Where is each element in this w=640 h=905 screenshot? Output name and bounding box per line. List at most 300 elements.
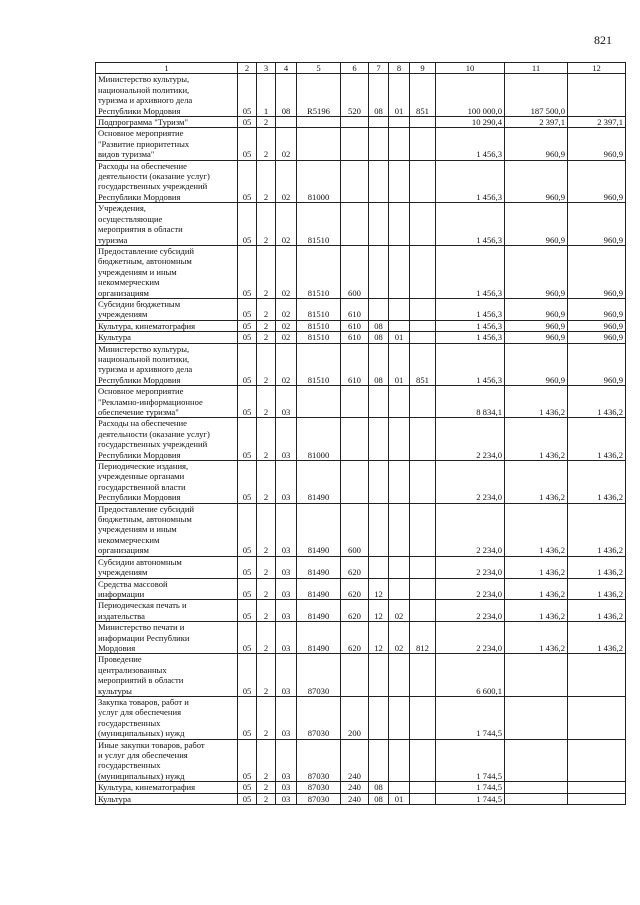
cell-col11: 1 436,2 [505, 622, 568, 654]
row-name-line: Иные закупки товаров, работ [98, 739, 205, 750]
cell-col12: 2 397,1 [568, 117, 626, 128]
row-name-line: "Развитие приоритетных [98, 138, 190, 149]
cell-col5: 81490 [297, 461, 341, 504]
cell-col5: 87030 [297, 782, 341, 793]
cell-col9 [410, 386, 436, 418]
row-name-line: учреждениям и иным [98, 266, 177, 277]
cell-col7 [369, 739, 389, 782]
cell-col8: 02 [389, 600, 410, 622]
table-row [96, 418, 626, 461]
cell-col2: 05 [238, 203, 257, 246]
table-row [96, 782, 626, 793]
cell-col3: 2 [257, 320, 276, 331]
cell-col9 [410, 578, 436, 600]
cell-col2: 05 [238, 320, 257, 331]
cell-col5: 81510 [297, 203, 341, 246]
cell-col12: 1 436,2 [568, 556, 626, 578]
cell-col6: 610 [341, 332, 369, 343]
cell-col3: 2 [257, 203, 276, 246]
row-name-line: учрежденные органами [98, 471, 185, 482]
cell-col4: 02 [276, 128, 297, 160]
row-name-line: Министерство печати и [98, 622, 185, 633]
cell-col7: 08 [369, 332, 389, 343]
cell-col6 [341, 203, 369, 246]
row-name-line: национальной политики, [98, 353, 190, 364]
cell-col8 [389, 503, 410, 556]
cell-col12: 960,9 [568, 203, 626, 246]
cell-col8: 02 [389, 622, 410, 654]
table-row [96, 600, 626, 622]
row-name-line: Основное мероприятие [98, 386, 184, 397]
cell-col11: 960,9 [505, 298, 568, 320]
cell-col4: 03 [276, 600, 297, 622]
cell-col4: 03 [276, 793, 297, 804]
cell-col9 [410, 739, 436, 782]
row-name-line: туризма [98, 234, 128, 245]
cell-col11: 187 500,0 [505, 74, 568, 117]
cell-col7: 08 [369, 343, 389, 386]
cell-col9 [410, 418, 436, 461]
table-row [96, 128, 626, 160]
row-name-line: осуществляющие [98, 213, 163, 224]
cell-col2: 05 [238, 600, 257, 622]
cell-col4: 03 [276, 622, 297, 654]
cell-col9 [410, 600, 436, 622]
cell-col10: 1 456,3 [436, 343, 505, 386]
cell-col5: 87030 [297, 793, 341, 804]
cell-col6: 600 [341, 245, 369, 298]
cell-col12: 960,9 [568, 298, 626, 320]
cell-col10: 10 290,4 [436, 117, 505, 128]
cell-col11: 1 436,2 [505, 461, 568, 504]
row-name-line: деятельности (оказание услуг) [98, 171, 210, 182]
cell-col7: 08 [369, 74, 389, 117]
cell-col2: 05 [238, 418, 257, 461]
table-row [96, 245, 626, 298]
cell-col10: 2 234,0 [436, 503, 505, 556]
row-name-line: Культура, кинематография [98, 782, 196, 793]
cell-col2: 05 [238, 556, 257, 578]
cell-col4: 03 [276, 503, 297, 556]
row-name [96, 622, 238, 654]
cell-col5 [297, 386, 341, 418]
cell-col11: 960,9 [505, 160, 568, 203]
row-name-line: Закупка товаров, работ и [98, 696, 189, 707]
row-name-line: и услуг для обеспечения [98, 750, 188, 760]
cell-col8 [389, 203, 410, 246]
row-name-line: государственных [98, 760, 161, 771]
cell-col6 [341, 160, 369, 203]
cell-col9 [410, 245, 436, 298]
row-name-line: информации [98, 588, 145, 599]
row-name [96, 343, 238, 386]
cell-col6: 240 [341, 793, 369, 804]
cell-col12: 1 436,2 [568, 503, 626, 556]
cell-col5: 81510 [297, 332, 341, 343]
cell-col2: 05 [238, 622, 257, 654]
cell-col10: 2 234,0 [436, 578, 505, 600]
row-name-line: культуры [98, 685, 132, 696]
row-name [96, 298, 238, 320]
cell-col10: 1 456,3 [436, 160, 505, 203]
column-header-3: 3 [257, 63, 276, 74]
cell-col12: 1 436,2 [568, 600, 626, 622]
cell-col3: 2 [257, 578, 276, 600]
row-name-line: услуг для обеспечения [98, 707, 182, 718]
cell-col10: 1 456,3 [436, 245, 505, 298]
row-name [96, 793, 238, 804]
column-header-2: 2 [238, 63, 257, 74]
cell-col8 [389, 128, 410, 160]
cell-col4: 03 [276, 739, 297, 782]
row-name-line: Основное мероприятие [98, 128, 184, 139]
cell-col3: 2 [257, 298, 276, 320]
cell-col5: 81490 [297, 503, 341, 556]
row-name-line: мероприятия в области [98, 224, 183, 235]
row-name-line: бюджетным, автономным [98, 256, 192, 267]
cell-col12: 960,9 [568, 160, 626, 203]
table-row [96, 74, 626, 117]
table-body [96, 74, 626, 805]
row-name [96, 320, 238, 331]
cell-col6: 620 [341, 578, 369, 600]
cell-col6: 240 [341, 739, 369, 782]
row-name [96, 739, 238, 782]
cell-col11 [505, 654, 568, 697]
table-row [96, 343, 626, 386]
row-name-line: Республики Мордовия [98, 449, 181, 460]
cell-col11: 1 436,2 [505, 600, 568, 622]
cell-col10: 1 744,5 [436, 739, 505, 782]
row-name-line: Субсидии бюджетным [98, 298, 181, 309]
row-name-line: издательства [98, 610, 145, 621]
cell-col12 [568, 793, 626, 804]
row-name [96, 782, 238, 793]
cell-col12 [568, 74, 626, 117]
cell-col10: 1 456,3 [436, 128, 505, 160]
row-name-line: туризма и архивного дела [98, 95, 193, 106]
cell-col5: 81490 [297, 600, 341, 622]
cell-col8 [389, 461, 410, 504]
cell-col3: 2 [257, 128, 276, 160]
row-name [96, 696, 238, 739]
table-row [96, 793, 626, 804]
cell-col5 [297, 128, 341, 160]
row-name [96, 654, 238, 697]
cell-col11: 960,9 [505, 332, 568, 343]
cell-col9: 812 [410, 622, 436, 654]
cell-col11: 960,9 [505, 203, 568, 246]
cell-col11: 960,9 [505, 320, 568, 331]
cell-col10: 1 456,3 [436, 203, 505, 246]
cell-col6 [341, 128, 369, 160]
cell-col3: 2 [257, 461, 276, 504]
cell-col8 [389, 386, 410, 418]
cell-col7 [369, 160, 389, 203]
row-name-line: Периодические издания, [98, 461, 189, 472]
cell-col9 [410, 461, 436, 504]
cell-col6: 240 [341, 782, 369, 793]
row-name [96, 386, 238, 418]
cell-col3: 2 [257, 343, 276, 386]
cell-col9 [410, 298, 436, 320]
cell-col5: 81510 [297, 320, 341, 331]
cell-col7 [369, 128, 389, 160]
table-row [96, 503, 626, 556]
cell-col10: 8 834,1 [436, 386, 505, 418]
cell-col3: 2 [257, 556, 276, 578]
cell-col2: 05 [238, 503, 257, 556]
row-name-line: (муниципальных) нужд [98, 728, 185, 739]
cell-col12: 960,9 [568, 320, 626, 331]
row-name-line: "Рекламно-информационное [98, 396, 203, 407]
cell-col9 [410, 203, 436, 246]
row-name-line: некоммерческим [98, 277, 160, 288]
page-number: 821 [594, 33, 612, 47]
row-name-line: организациям [98, 545, 149, 556]
cell-col10: 1 744,5 [436, 793, 505, 804]
cell-col3: 2 [257, 418, 276, 461]
cell-col4 [276, 117, 297, 128]
cell-col4: 03 [276, 556, 297, 578]
cell-col12 [568, 739, 626, 782]
row-name-line: деятельности (оказание услуг) [98, 428, 210, 439]
row-name-line: Республики Мордовия [98, 191, 181, 202]
row-name-line: Республики Мордовия [98, 492, 181, 503]
row-name [96, 160, 238, 203]
cell-col8: 01 [389, 793, 410, 804]
cell-col11: 1 436,2 [505, 556, 568, 578]
cell-col8: 01 [389, 343, 410, 386]
row-name-line: национальной политики, [98, 84, 190, 95]
row-name-line: Мордовия [98, 642, 136, 653]
cell-col9 [410, 654, 436, 697]
cell-col9 [410, 696, 436, 739]
cell-col2: 05 [238, 343, 257, 386]
cell-col11: 1 436,2 [505, 418, 568, 461]
row-name [96, 503, 238, 556]
cell-col11: 1 436,2 [505, 386, 568, 418]
cell-col10: 1 456,3 [436, 320, 505, 331]
cell-col5: 87030 [297, 696, 341, 739]
row-name [96, 203, 238, 246]
cell-col8 [389, 160, 410, 203]
cell-col10: 2 234,0 [436, 556, 505, 578]
column-number-row [96, 63, 626, 74]
table-row [96, 461, 626, 504]
row-name-line: информации Республики [98, 632, 190, 643]
row-name [96, 578, 238, 600]
cell-col6: 610 [341, 343, 369, 386]
table-row [96, 739, 626, 782]
cell-col3: 2 [257, 739, 276, 782]
cell-col2: 05 [238, 578, 257, 600]
cell-col9: 851 [410, 74, 436, 117]
cell-col4: 03 [276, 578, 297, 600]
cell-col11 [505, 782, 568, 793]
cell-col2: 05 [238, 298, 257, 320]
row-name-line: Учреждения, [98, 203, 146, 214]
row-name-line: Предоставление субсидий [98, 245, 195, 256]
cell-col3: 2 [257, 793, 276, 804]
cell-col8 [389, 739, 410, 782]
column-header-12: 12 [568, 63, 626, 74]
cell-col9: 851 [410, 343, 436, 386]
row-name-line: Культура [98, 793, 131, 804]
cell-col3: 2 [257, 696, 276, 739]
row-name-line: Расходы на обеспечение [98, 160, 187, 171]
cell-col6: 520 [341, 74, 369, 117]
cell-col6 [341, 117, 369, 128]
cell-col4: 08 [276, 74, 297, 117]
cell-col7: 08 [369, 782, 389, 793]
cell-col2: 05 [238, 74, 257, 117]
cell-col11: 960,9 [505, 128, 568, 160]
column-header-5: 5 [297, 63, 341, 74]
cell-col8 [389, 245, 410, 298]
table-row [96, 578, 626, 600]
cell-col10: 100 000,0 [436, 74, 505, 117]
cell-col2: 05 [238, 696, 257, 739]
cell-col12: 1 436,2 [568, 622, 626, 654]
cell-col3: 2 [257, 503, 276, 556]
cell-col12: 1 436,2 [568, 461, 626, 504]
cell-col4: 03 [276, 696, 297, 739]
cell-col7 [369, 386, 389, 418]
row-name-line: учреждениям и иным [98, 524, 177, 535]
cell-col2: 05 [238, 386, 257, 418]
cell-col5 [297, 117, 341, 128]
cell-col10: 6 600,1 [436, 654, 505, 697]
row-name-line: бюджетным, автономным [98, 514, 192, 525]
cell-col4: 03 [276, 654, 297, 697]
cell-col5: 87030 [297, 739, 341, 782]
cell-col8 [389, 696, 410, 739]
cell-col7 [369, 696, 389, 739]
cell-col11: 1 436,2 [505, 503, 568, 556]
cell-col4: 02 [276, 332, 297, 343]
budget-table [95, 62, 626, 805]
column-header-10: 10 [436, 63, 505, 74]
cell-col9 [410, 117, 436, 128]
cell-col10: 2 234,0 [436, 418, 505, 461]
row-name-line: государственных учреждений [98, 181, 208, 192]
row-name-line: мероприятий в области [98, 675, 184, 686]
cell-col12 [568, 696, 626, 739]
cell-col7 [369, 461, 389, 504]
cell-col2: 05 [238, 128, 257, 160]
cell-col6 [341, 654, 369, 697]
cell-col10: 2 234,0 [436, 600, 505, 622]
cell-col5: 81490 [297, 622, 341, 654]
cell-col2: 05 [238, 739, 257, 782]
cell-col6: 620 [341, 600, 369, 622]
row-name-line: (муниципальных) нужд [98, 770, 185, 781]
cell-col9 [410, 556, 436, 578]
cell-col12: 960,9 [568, 343, 626, 386]
cell-col3: 2 [257, 245, 276, 298]
row-name-line: обеспечение туризма" [98, 407, 179, 417]
row-name-line: Культура [98, 332, 131, 343]
cell-col7 [369, 418, 389, 461]
cell-col9 [410, 128, 436, 160]
cell-col5: 81000 [297, 160, 341, 203]
cell-col4: 03 [276, 386, 297, 418]
cell-col9 [410, 160, 436, 203]
cell-col12: 1 436,2 [568, 418, 626, 461]
cell-col6: 600 [341, 503, 369, 556]
table-row [96, 203, 626, 246]
row-name [96, 117, 238, 128]
row-name-line: Периодическая печать и [98, 600, 187, 611]
column-header-6: 6 [341, 63, 369, 74]
cell-col7: 08 [369, 793, 389, 804]
cell-col4: 02 [276, 320, 297, 331]
table-row [96, 160, 626, 203]
row-name-line: Предоставление субсидий [98, 503, 195, 514]
row-name-line: учреждениям [98, 567, 148, 578]
row-name-line: государственных [98, 717, 161, 728]
cell-col4: 02 [276, 245, 297, 298]
cell-col8 [389, 298, 410, 320]
cell-col11 [505, 739, 568, 782]
row-name-line: государственной власти [98, 481, 186, 492]
cell-col8 [389, 320, 410, 331]
cell-col2: 05 [238, 793, 257, 804]
row-name [96, 418, 238, 461]
table-row [96, 298, 626, 320]
cell-col12: 1 436,2 [568, 578, 626, 600]
cell-col11: 960,9 [505, 245, 568, 298]
column-header-11: 11 [505, 63, 568, 74]
row-name [96, 332, 238, 343]
column-header-7: 7 [369, 63, 389, 74]
cell-col3: 2 [257, 600, 276, 622]
row-name-line: Культура, кинематография [98, 320, 196, 331]
cell-col7 [369, 654, 389, 697]
cell-col5: 87030 [297, 654, 341, 697]
cell-col7 [369, 298, 389, 320]
cell-col5: 81490 [297, 578, 341, 600]
cell-col3: 2 [257, 622, 276, 654]
cell-col4: 03 [276, 461, 297, 504]
cell-col12 [568, 654, 626, 697]
cell-col7 [369, 556, 389, 578]
cell-col3: 2 [257, 332, 276, 343]
cell-col8 [389, 556, 410, 578]
cell-col6: 620 [341, 622, 369, 654]
cell-col5: 81510 [297, 298, 341, 320]
cell-col11: 2 397,1 [505, 117, 568, 128]
table-row [96, 696, 626, 739]
row-name [96, 600, 238, 622]
cell-col4: 02 [276, 298, 297, 320]
cell-col3: 2 [257, 782, 276, 793]
row-name-line: некоммерческим [98, 534, 160, 545]
cell-col7 [369, 203, 389, 246]
cell-col7 [369, 245, 389, 298]
cell-col11: 960,9 [505, 343, 568, 386]
cell-col7: 08 [369, 320, 389, 331]
table-row [96, 320, 626, 331]
row-name [96, 74, 238, 117]
cell-col10: 1 744,5 [436, 782, 505, 793]
row-name-line: организациям [98, 287, 149, 298]
table-row [96, 332, 626, 343]
cell-col10: 1 456,3 [436, 332, 505, 343]
row-name [96, 128, 238, 160]
cell-col2: 05 [238, 160, 257, 203]
